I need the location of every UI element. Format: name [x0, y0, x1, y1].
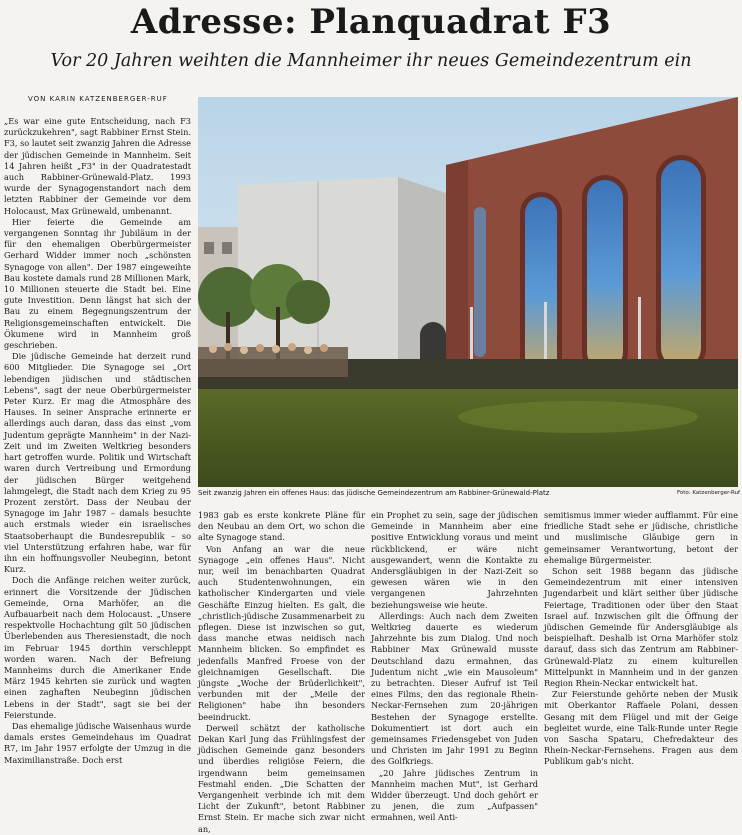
subheadline: Vor 20 Jahren weihten die Mannheimer ihr neues Gemeindezentrum ein [50, 51, 692, 71]
paragraph: Von Anfang an war die neue Synagoge „ein offenes Haus". Nicht nur, weil im benachbarten Quadrat auch Studentenwohnungen, ein katholischer Kindergarten und viele Geschäfte Einzug hielten. Es galt, die „christlich-jüdische Zusammenarbeit zu pflegen. Diese ist inzwischen so gut, dass manche etwas neidisch nach Mannheim blicken. So empfindet es jedenfalls Manfred Froese von der gleichnamigen Gesellschaft. Die jüngste „Woche der Brüderlichkeit", verbunden mit der „Meile der Religionen" habe ihn besonders beeindruckt. [198, 543, 365, 722]
paragraph: semitismus immer wieder aufflammt. Für eine friedliche Stadt sehe er jüdische, christliche und muslimische Gläubige gern in gemeinsamer Verantwortung, betont der ehemalige Bürgermeister. [544, 510, 738, 565]
headline: Adresse: Planquadrat F3 [130, 2, 612, 42]
paragraph: Hier feierte die Gemeinde am vergangenen Sonntag ihr Jubiläum in der für den ehemaligen Oberbürgermeister Gerhard Widder immer noch „schönsten Synagoge von allen". Der 1987 eingeweihte Bau kostete damals rund 28 Millionen Mark, 10 Millionen steuerte die Stadt bei. Eine gute Investition. Denn längst hat sich der Bau zu einem Begegnungszentrum der Religionsgemeinschaften entwickelt. Die Ökumene wird in Mannheim groß geschrieben. [4, 216, 191, 351]
paragraph: „20 Jahre jüdisches Zentrum in Mannheim machen Mut", ist Gerhard Widder überzeugt. Und doch gehört er zu jenen, die zum „Aufpassen" ermahnen, weil Anti- [371, 767, 538, 823]
paragraph: ein Prophet zu sein, sage der jüdischen Gemeinde in Mannheim aber eine positive Entwicklung voraus und meint rückblickend, er wäre nicht ausgewandert, wenn die Kontakte zu Andersgläubigen in der Nazi-Zeit so gewesen wären wie in den vergangenen Jahrzehnten beziehungsweise wie heute. [371, 510, 538, 610]
paragraph: Zur Feierstunde gehörte neben der Musik mit Oberkantor Raffaele Polani, dessen Gesang mit dem Flügel und mit der Geige begleitet wurde, eine Talk-Runde unter Regie von Sascha Spataru, Chefredakteur des Rhein-Neckar-Fernsehens. Fragen aus dem Publikum gab's nicht. [544, 689, 738, 767]
synagogue-photo [198, 97, 738, 487]
byline: VON KARIN KATZENBERGER-RUF [28, 95, 168, 103]
paragraph: Schon seit 1988 begann das jüdische Gemeindezentrum mit einer intensiven Jugendarbeit und klärt seither über jüdische Feiertage, Traditionen oder über den Staat Israel auf. Inzwischen gilt die Öffnung der jüdischen Gemeinde für Andersgläubige als beispielhaft. Deshalb ist Orna Marhöfer stolz darauf, dass sich das Zentrum am Rabbiner-Grünewald-Platz zu einem kulturellen Mittelpunkt in Mannheim und in der ganzen Region Rhein-Neckar entwickelt hat. [544, 566, 738, 689]
paragraph: Das ehemalige jüdische Waisenhaus wurde damals erstes Gemeindehaus im Quadrat R7, im Jahr 1957 erfolgte der Umzug in die Maximilianstraße. Doch erst [4, 720, 192, 765]
paragraph: Doch die Anfänge reichen weiter zurück, erinnert die Vorsitzende der Jüdischen Gemeinde, Orna Marhöfer, an die Aufbauarbeit nach dem Holocaust. „Unsere respektvolle Hochachtung gilt 50 jüdischen Überlebenden aus Theresienstadt, die noch im Februar 1945 dorthin verschleppt worden waren. Nach der Befreiung Mannheims durch die Amerikaner Ende März 1945 kehrten sie zurück und wagten einen zaghaften Neubeginn jüdischen Lebens in der Stadt", sagt sie bei der Feierstunde. [4, 575, 191, 720]
paragraph: Die jüdische Gemeinde hat derzeit rund 600 Mitglieder. Die Synagoge sei „Ort lebendigen jüdischen und städtischen Lebens", sagt der neue Oberbürgermeister Peter Kurz. Er mag die Atmosphäre des Hauses. In seiner Ansprache erinnerte er allerdings auch daran, dass das einst „vom Judentum geprägte Mannheim" in der Nazi-Zeit und im Zweiten Weltkrieg besonders hart getroffen wurde. Politik und Wirtschaft waren durch Vertreibung und Ermordung der jüdischen Bürger weitgehend lahmgelegt, die Stadt nach dem Krieg zu 95 Prozent zerstört. Dass der Neubau der Synagoge im Jahr 1987 – damals besuchte auch erstmals wieder ein israelisches Staatsoberhaupt die Bundesrepublik – so viel Unterstützung erfahren habe, war für ihn ein hoffnungsvoller Neubeginn, betont Kurz. [4, 351, 191, 575]
photo-credit: Foto: Katzenberger-Ruf [676, 490, 740, 496]
article-column-2 [198, 510, 365, 834]
article-column-1 [4, 116, 191, 784]
photo-caption: Seit zwanzig Jahren ein offenes Haus: das jüdische Gemeindezentrum am Rabbiner-Grünewald-Platz [198, 489, 550, 497]
paragraph: 1983 gab es erste konkrete Pläne für den Neubau an dem Ort, wo schon die alte Synagoge stand. [198, 510, 365, 543]
paragraph: Derweil schätzt der katholische Dekan Karl Jung das Frühlingsfest der jüdischen Gemeinde ganz besonders und überdies religiöse Feiern, die irgendwann beim gemeinsamen Festmahl enden. „Die Schatten der Vergangenheit verbinde ich mit dem Licht der Zukunft", betont Rabbiner Ernst Stein. Er mache sich zwar nicht an, [198, 722, 365, 834]
article-column-3 [371, 510, 538, 823]
paragraph: „Es war eine gute Entscheidung, nach F3 zurückzukehren", sagt Rabbiner Ernst Stein. F3, so lautet seit zwanzig Jahren die Adresse der jüdischen Gemeinde in Mannheim. Seit 14 Jahren heißt „F3" in der Quadratestadt auch Rabbiner-Grünewald-Platz. 1993 wurde der Synagogenstandort nach dem letzten Rabbiner der Gemeinde vor dem Holocaust, Max Grünewald, umbenannt. [4, 116, 191, 216]
paragraph: Allerdings: Auch nach dem Zweiten Weltkrieg dauerte es wiederum Jahrzehnte bis zum Dialog. Und noch Rabbiner Max Grünewald musste Deutschland dazu ermahnen, das Judentum nicht „wie ein Mausoleum" zu betrachten. Dieser Aufruf ist Teil eines Films, den das regionale Rhein-Neckar-Fernsehen zum 20-jährigen Bestehen der Synagoge erstellte. Dokumentiert ist dort auch ein gemeinsames Friedensgebet von Juden und Christen im Jahr 1991 zu Beginn des Golfkriegs. [371, 610, 538, 767]
article-column-4 [544, 510, 738, 784]
